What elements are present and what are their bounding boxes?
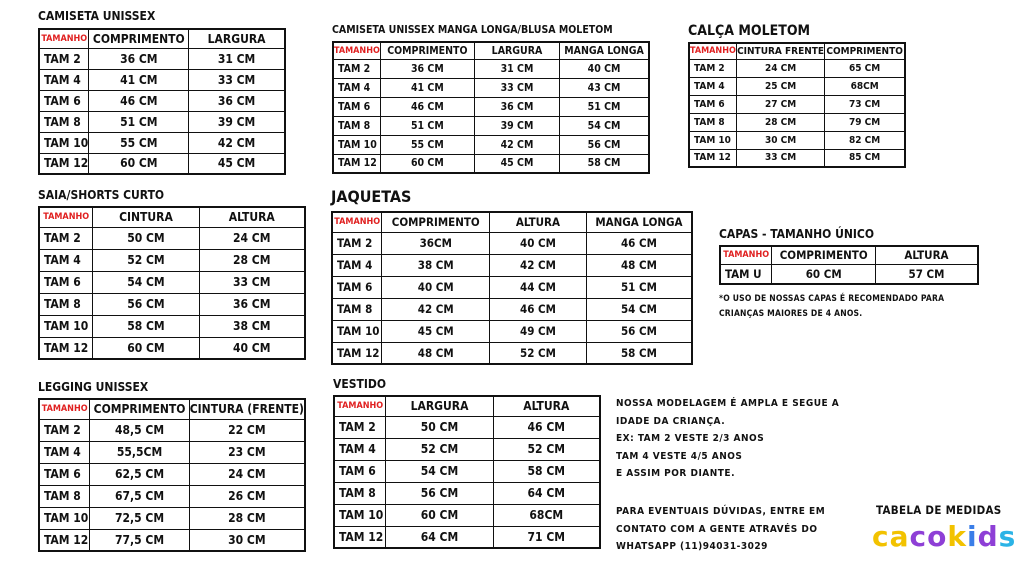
- table-header-row: [333, 42, 649, 59]
- table-row: [689, 131, 905, 149]
- table-row: [334, 504, 600, 526]
- column-header-tamanho: TAMANHO: [333, 42, 380, 59]
- table-row: [334, 482, 600, 504]
- size-cell: TAM 12: [333, 154, 380, 173]
- column-header: COMPRIMENTO: [89, 29, 189, 48]
- column-header-tamanho: TAMANHO: [332, 212, 382, 232]
- measure-cell: 41 CM: [89, 69, 189, 90]
- table-row: [332, 276, 692, 298]
- measure-cell: 71 CM: [493, 526, 600, 548]
- column-header: MANGA LONGA: [586, 212, 692, 232]
- table-row: [332, 232, 692, 254]
- size-cell: TAM 6: [39, 463, 90, 485]
- size-cell: TAM 4: [689, 77, 736, 95]
- size-table: [719, 245, 979, 285]
- measure-cell: 68CM: [493, 504, 600, 526]
- measure-cell: 36CM: [382, 232, 490, 254]
- measure-cell: 39 CM: [189, 111, 285, 132]
- column-header: CINTURA (FRENTE): [189, 399, 305, 419]
- size-cell: TAM 4: [39, 69, 89, 90]
- table-row: [39, 69, 285, 90]
- size-cell: TAM 8: [334, 482, 386, 504]
- logo-letter: a: [889, 520, 910, 553]
- size-cell: TAM 2: [332, 232, 382, 254]
- measure-cell: 60 CM: [93, 337, 199, 359]
- table-title: CALÇA MOLETOM: [688, 23, 811, 39]
- size-cell: TAM 10: [332, 320, 382, 342]
- measure-cell: 56 CM: [93, 293, 199, 315]
- table-row: [332, 342, 692, 364]
- measure-cell: 30 CM: [189, 529, 305, 551]
- table-header-row: [720, 246, 978, 264]
- size-cell: TAM 6: [332, 276, 382, 298]
- measure-cell: 72,5 CM: [90, 507, 189, 529]
- measure-cell: 40 CM: [382, 276, 490, 298]
- size-table: [38, 206, 306, 360]
- table-row: [333, 78, 649, 97]
- table-block-legging: [38, 380, 306, 552]
- table-header-row: [332, 212, 692, 232]
- size-cell: TAM 4: [39, 249, 93, 271]
- table-row: [334, 416, 600, 438]
- measure-cell: 45 CM: [474, 154, 559, 173]
- table-row: [333, 154, 649, 173]
- table-row: [333, 135, 649, 154]
- table-block-camiseta: [38, 9, 286, 175]
- table-row: [333, 97, 649, 116]
- logo-letter: d: [977, 520, 999, 553]
- table-row: [332, 298, 692, 320]
- measure-cell: 57 CM: [875, 264, 978, 284]
- size-cell: TAM 4: [332, 254, 382, 276]
- column-header-tamanho: TAMANHO: [39, 399, 90, 419]
- size-cell: TAM 12: [332, 342, 382, 364]
- measure-cell: 58 CM: [493, 460, 600, 482]
- capas-note: *O USO DE NOSSAS CAPAS É RECOMENDADO PARA CRIANÇAS MAIORES DE 4 ANOS.: [719, 294, 945, 319]
- column-header-tamanho: TAMANHO: [39, 29, 89, 48]
- measure-cell: 24 CM: [736, 59, 824, 77]
- measure-cell: 46 CM: [380, 97, 474, 116]
- measure-cell: 60 CM: [89, 153, 189, 174]
- size-cell: TAM 12: [39, 153, 89, 174]
- table-row: [334, 460, 600, 482]
- measure-cell: 77,5 CM: [90, 529, 189, 551]
- measure-cell: 54 CM: [93, 271, 199, 293]
- measure-cell: 24 CM: [199, 227, 305, 249]
- table-block-jaquetas: [331, 188, 693, 365]
- measure-cell: 38 CM: [199, 315, 305, 337]
- table-row: [332, 320, 692, 342]
- table-row: [333, 116, 649, 135]
- size-cell: TAM 6: [39, 90, 89, 111]
- size-cell: TAM 10: [39, 315, 93, 337]
- measure-cell: 43 CM: [560, 78, 649, 97]
- measure-cell: 31 CM: [474, 59, 559, 78]
- measure-cell: 85 CM: [825, 149, 905, 167]
- measure-cell: 41 CM: [380, 78, 474, 97]
- table-row: [39, 463, 305, 485]
- measure-cell: 65 CM: [825, 59, 905, 77]
- measure-cell: 36 CM: [474, 97, 559, 116]
- measure-cell: 36 CM: [199, 293, 305, 315]
- logo-letter: s: [998, 520, 1017, 553]
- table-header-row: [334, 396, 600, 416]
- table-row: [689, 113, 905, 131]
- measure-cell: 60 CM: [380, 154, 474, 173]
- size-table: [333, 395, 601, 549]
- size-cell: TAM 6: [39, 271, 93, 293]
- table-row: [39, 419, 305, 441]
- table-row: [39, 529, 305, 551]
- table-row: [39, 507, 305, 529]
- size-cell: TAM 2: [39, 48, 89, 69]
- table-row: [334, 526, 600, 548]
- column-header: LARGURA: [386, 396, 493, 416]
- column-header: COMPRIMENTO: [90, 399, 189, 419]
- table-title: LEGGING UNISSEX: [38, 380, 149, 394]
- measure-cell: 28 CM: [199, 249, 305, 271]
- size-cell: TAM 2: [334, 416, 386, 438]
- table-title: CAPAS - TAMANHO ÚNICO: [719, 227, 875, 241]
- cacokids-logo: [872, 520, 1016, 553]
- measure-cell: 36 CM: [380, 59, 474, 78]
- size-cell: TAM 8: [333, 116, 380, 135]
- measure-cell: 67,5 CM: [90, 485, 189, 507]
- column-header-tamanho: TAMANHO: [39, 207, 93, 227]
- measure-cell: 56 CM: [560, 135, 649, 154]
- measure-cell: 33 CM: [199, 271, 305, 293]
- measure-cell: 52 CM: [386, 438, 493, 460]
- table-block-manga-longa: [332, 23, 650, 174]
- table-row: [39, 132, 285, 153]
- measure-cell: 58 CM: [586, 342, 692, 364]
- size-table: [38, 398, 306, 552]
- column-header: ALTURA: [875, 246, 978, 264]
- column-header-tamanho: TAMANHO: [334, 396, 386, 416]
- logo-letter: c: [909, 520, 928, 553]
- table-row: [689, 149, 905, 167]
- size-cell: TAM 8: [689, 113, 736, 131]
- size-cell: TAM 6: [689, 95, 736, 113]
- size-cell: TAM 8: [332, 298, 382, 320]
- table-row: [334, 438, 600, 460]
- table-row: [689, 95, 905, 113]
- table-row: [39, 293, 305, 315]
- table-block-vestido: [333, 377, 601, 549]
- size-table: [688, 42, 906, 168]
- measure-cell: 45 CM: [189, 153, 285, 174]
- column-header: CINTURA: [93, 207, 199, 227]
- table-title: SAIA/SHORTS CURTO: [38, 188, 165, 202]
- measure-cell: 22 CM: [189, 419, 305, 441]
- measure-cell: 40 CM: [490, 232, 587, 254]
- measure-cell: 42 CM: [189, 132, 285, 153]
- size-cell: TAM 4: [333, 78, 380, 97]
- measure-cell: 42 CM: [382, 298, 490, 320]
- size-cell: TAM U: [720, 264, 772, 284]
- measure-cell: 36 CM: [89, 48, 189, 69]
- size-cell: TAM 2: [39, 419, 90, 441]
- measure-cell: 33 CM: [736, 149, 824, 167]
- size-cell: TAM 10: [39, 507, 90, 529]
- size-cell: TAM 2: [333, 59, 380, 78]
- measure-cell: 79 CM: [825, 113, 905, 131]
- measure-cell: 50 CM: [93, 227, 199, 249]
- measure-cell: 62,5 CM: [90, 463, 189, 485]
- size-cell: TAM 10: [689, 131, 736, 149]
- table-header-row: [39, 29, 285, 48]
- size-cell: TAM 4: [334, 438, 386, 460]
- measure-cell: 48 CM: [382, 342, 490, 364]
- size-cell: TAM 12: [39, 337, 93, 359]
- table-block-saia: [38, 188, 306, 360]
- table-title: CAMISETA UNISSEX: [38, 9, 156, 23]
- column-header: COMPRIMENTO: [380, 42, 474, 59]
- measure-cell: 40 CM: [560, 59, 649, 78]
- measure-cell: 50 CM: [386, 416, 493, 438]
- contato-note: PARA EVENTUAIS DÚVIDAS, ENTRE EM CONTATO COM A GENTE ATRAVÉS DO WHATSAPP (11)94031-3029: [616, 506, 826, 552]
- size-cell: TAM 10: [39, 132, 89, 153]
- measure-cell: 28 CM: [189, 507, 305, 529]
- logo-letter: k: [947, 520, 967, 553]
- measure-cell: 46 CM: [490, 298, 587, 320]
- column-header-tamanho: TAMANHO: [689, 43, 736, 59]
- size-cell: TAM 4: [39, 441, 90, 463]
- column-header: LARGURA: [474, 42, 559, 59]
- size-cell: TAM 10: [334, 504, 386, 526]
- brand-heading: TABELA DE MEDIDAS: [876, 503, 1002, 517]
- measure-cell: 42 CM: [490, 254, 587, 276]
- measure-cell: 64 CM: [493, 482, 600, 504]
- measure-cell: 52 CM: [490, 342, 587, 364]
- table-block-calca: [688, 24, 906, 168]
- measure-cell: 82 CM: [825, 131, 905, 149]
- measure-cell: 36 CM: [189, 90, 285, 111]
- measure-cell: 46 CM: [89, 90, 189, 111]
- size-cell: TAM 2: [689, 59, 736, 77]
- measure-cell: 52 CM: [93, 249, 199, 271]
- column-header: ALTURA: [493, 396, 600, 416]
- table-row: [39, 485, 305, 507]
- measure-cell: 44 CM: [490, 276, 587, 298]
- modelagem-note: NOSSA MODELAGEM É AMPLA E SEGUE A IDADE DA CRIANÇA. EX: TAM 2 VESTE 2/3 ANOS TAM 4 VESTE 4/5 ANOS E ASSIM POR DIANTE.: [616, 398, 840, 479]
- logo-letter: c: [872, 520, 890, 553]
- measure-cell: 31 CM: [189, 48, 285, 69]
- logo-letter: o: [927, 520, 948, 553]
- table-row: [39, 315, 305, 337]
- table-header-row: [39, 399, 305, 419]
- table-row: [689, 59, 905, 77]
- measure-cell: 25 CM: [736, 77, 824, 95]
- table-header-row: [689, 43, 905, 59]
- size-cell: TAM 12: [39, 529, 90, 551]
- measure-cell: 46 CM: [493, 416, 600, 438]
- column-header: COMPRIMENTO: [382, 212, 490, 232]
- table-row: [39, 153, 285, 174]
- measure-cell: 54 CM: [586, 298, 692, 320]
- table-row: [39, 111, 285, 132]
- column-header: COMPRIMENTO: [772, 246, 876, 264]
- column-header-tamanho: TAMANHO: [720, 246, 772, 264]
- table-row: [332, 254, 692, 276]
- size-cell: TAM 8: [39, 485, 90, 507]
- measure-cell: 51 CM: [380, 116, 474, 135]
- table-row: [39, 441, 305, 463]
- measure-cell: 27 CM: [736, 95, 824, 113]
- logo-letter: i: [967, 520, 978, 553]
- size-cell: TAM 2: [39, 227, 93, 249]
- measure-cell: 51 CM: [586, 276, 692, 298]
- column-header: ALTURA: [490, 212, 587, 232]
- table-row: [689, 77, 905, 95]
- measure-cell: 56 CM: [586, 320, 692, 342]
- table-row: [39, 337, 305, 359]
- table-row: [39, 249, 305, 271]
- measure-cell: 42 CM: [474, 135, 559, 154]
- measure-cell: 48 CM: [586, 254, 692, 276]
- table-title: VESTIDO: [333, 377, 387, 391]
- size-table: [331, 211, 693, 365]
- measure-cell: 68CM: [825, 77, 905, 95]
- measure-cell: 64 CM: [386, 526, 493, 548]
- column-header: MANGA LONGA: [560, 42, 649, 59]
- table-row: [39, 90, 285, 111]
- measure-cell: 58 CM: [560, 154, 649, 173]
- measure-cell: 46 CM: [586, 232, 692, 254]
- measure-cell: 52 CM: [493, 438, 600, 460]
- measure-cell: 38 CM: [382, 254, 490, 276]
- size-cell: TAM 12: [689, 149, 736, 167]
- table-row: [333, 59, 649, 78]
- measure-cell: 51 CM: [89, 111, 189, 132]
- measure-cell: 55,5CM: [90, 441, 189, 463]
- measure-cell: 40 CM: [199, 337, 305, 359]
- measure-cell: 33 CM: [189, 69, 285, 90]
- measure-cell: 54 CM: [560, 116, 649, 135]
- measure-cell: 56 CM: [386, 482, 493, 504]
- measure-cell: 26 CM: [189, 485, 305, 507]
- size-table: [38, 28, 286, 175]
- measure-cell: 49 CM: [490, 320, 587, 342]
- table-title: JAQUETAS: [331, 187, 412, 206]
- table-row: [39, 271, 305, 293]
- table-header-row: [39, 207, 305, 227]
- measure-cell: 55 CM: [380, 135, 474, 154]
- size-cell: TAM 8: [39, 293, 93, 315]
- table-row: [720, 264, 978, 284]
- measure-cell: 60 CM: [386, 504, 493, 526]
- measure-cell: 33 CM: [474, 78, 559, 97]
- column-header: ALTURA: [199, 207, 305, 227]
- size-table: [332, 41, 650, 174]
- measure-cell: 24 CM: [189, 463, 305, 485]
- measure-cell: 55 CM: [89, 132, 189, 153]
- measure-cell: 30 CM: [736, 131, 824, 149]
- measure-cell: 39 CM: [474, 116, 559, 135]
- table-title: CAMISETA UNISSEX MANGA LONGA/BLUSA MOLETOM: [332, 24, 613, 36]
- column-header: COMPRIMENTO: [825, 43, 905, 59]
- measure-cell: 28 CM: [736, 113, 824, 131]
- measure-cell: 54 CM: [386, 460, 493, 482]
- measure-cell: 60 CM: [772, 264, 876, 284]
- size-cell: TAM 6: [333, 97, 380, 116]
- column-header: CINTURA FRENTE: [736, 43, 824, 59]
- table-block-capas: [719, 227, 979, 285]
- measure-cell: 45 CM: [382, 320, 490, 342]
- table-row: [39, 227, 305, 249]
- measure-cell: 48,5 CM: [90, 419, 189, 441]
- measure-cell: 58 CM: [93, 315, 199, 337]
- measure-cell: 23 CM: [189, 441, 305, 463]
- measure-cell: 73 CM: [825, 95, 905, 113]
- table-row: [39, 48, 285, 69]
- size-cell: TAM 12: [334, 526, 386, 548]
- size-cell: TAM 10: [333, 135, 380, 154]
- column-header: LARGURA: [189, 29, 285, 48]
- size-cell: TAM 6: [334, 460, 386, 482]
- size-cell: TAM 8: [39, 111, 89, 132]
- measure-cell: 51 CM: [560, 97, 649, 116]
